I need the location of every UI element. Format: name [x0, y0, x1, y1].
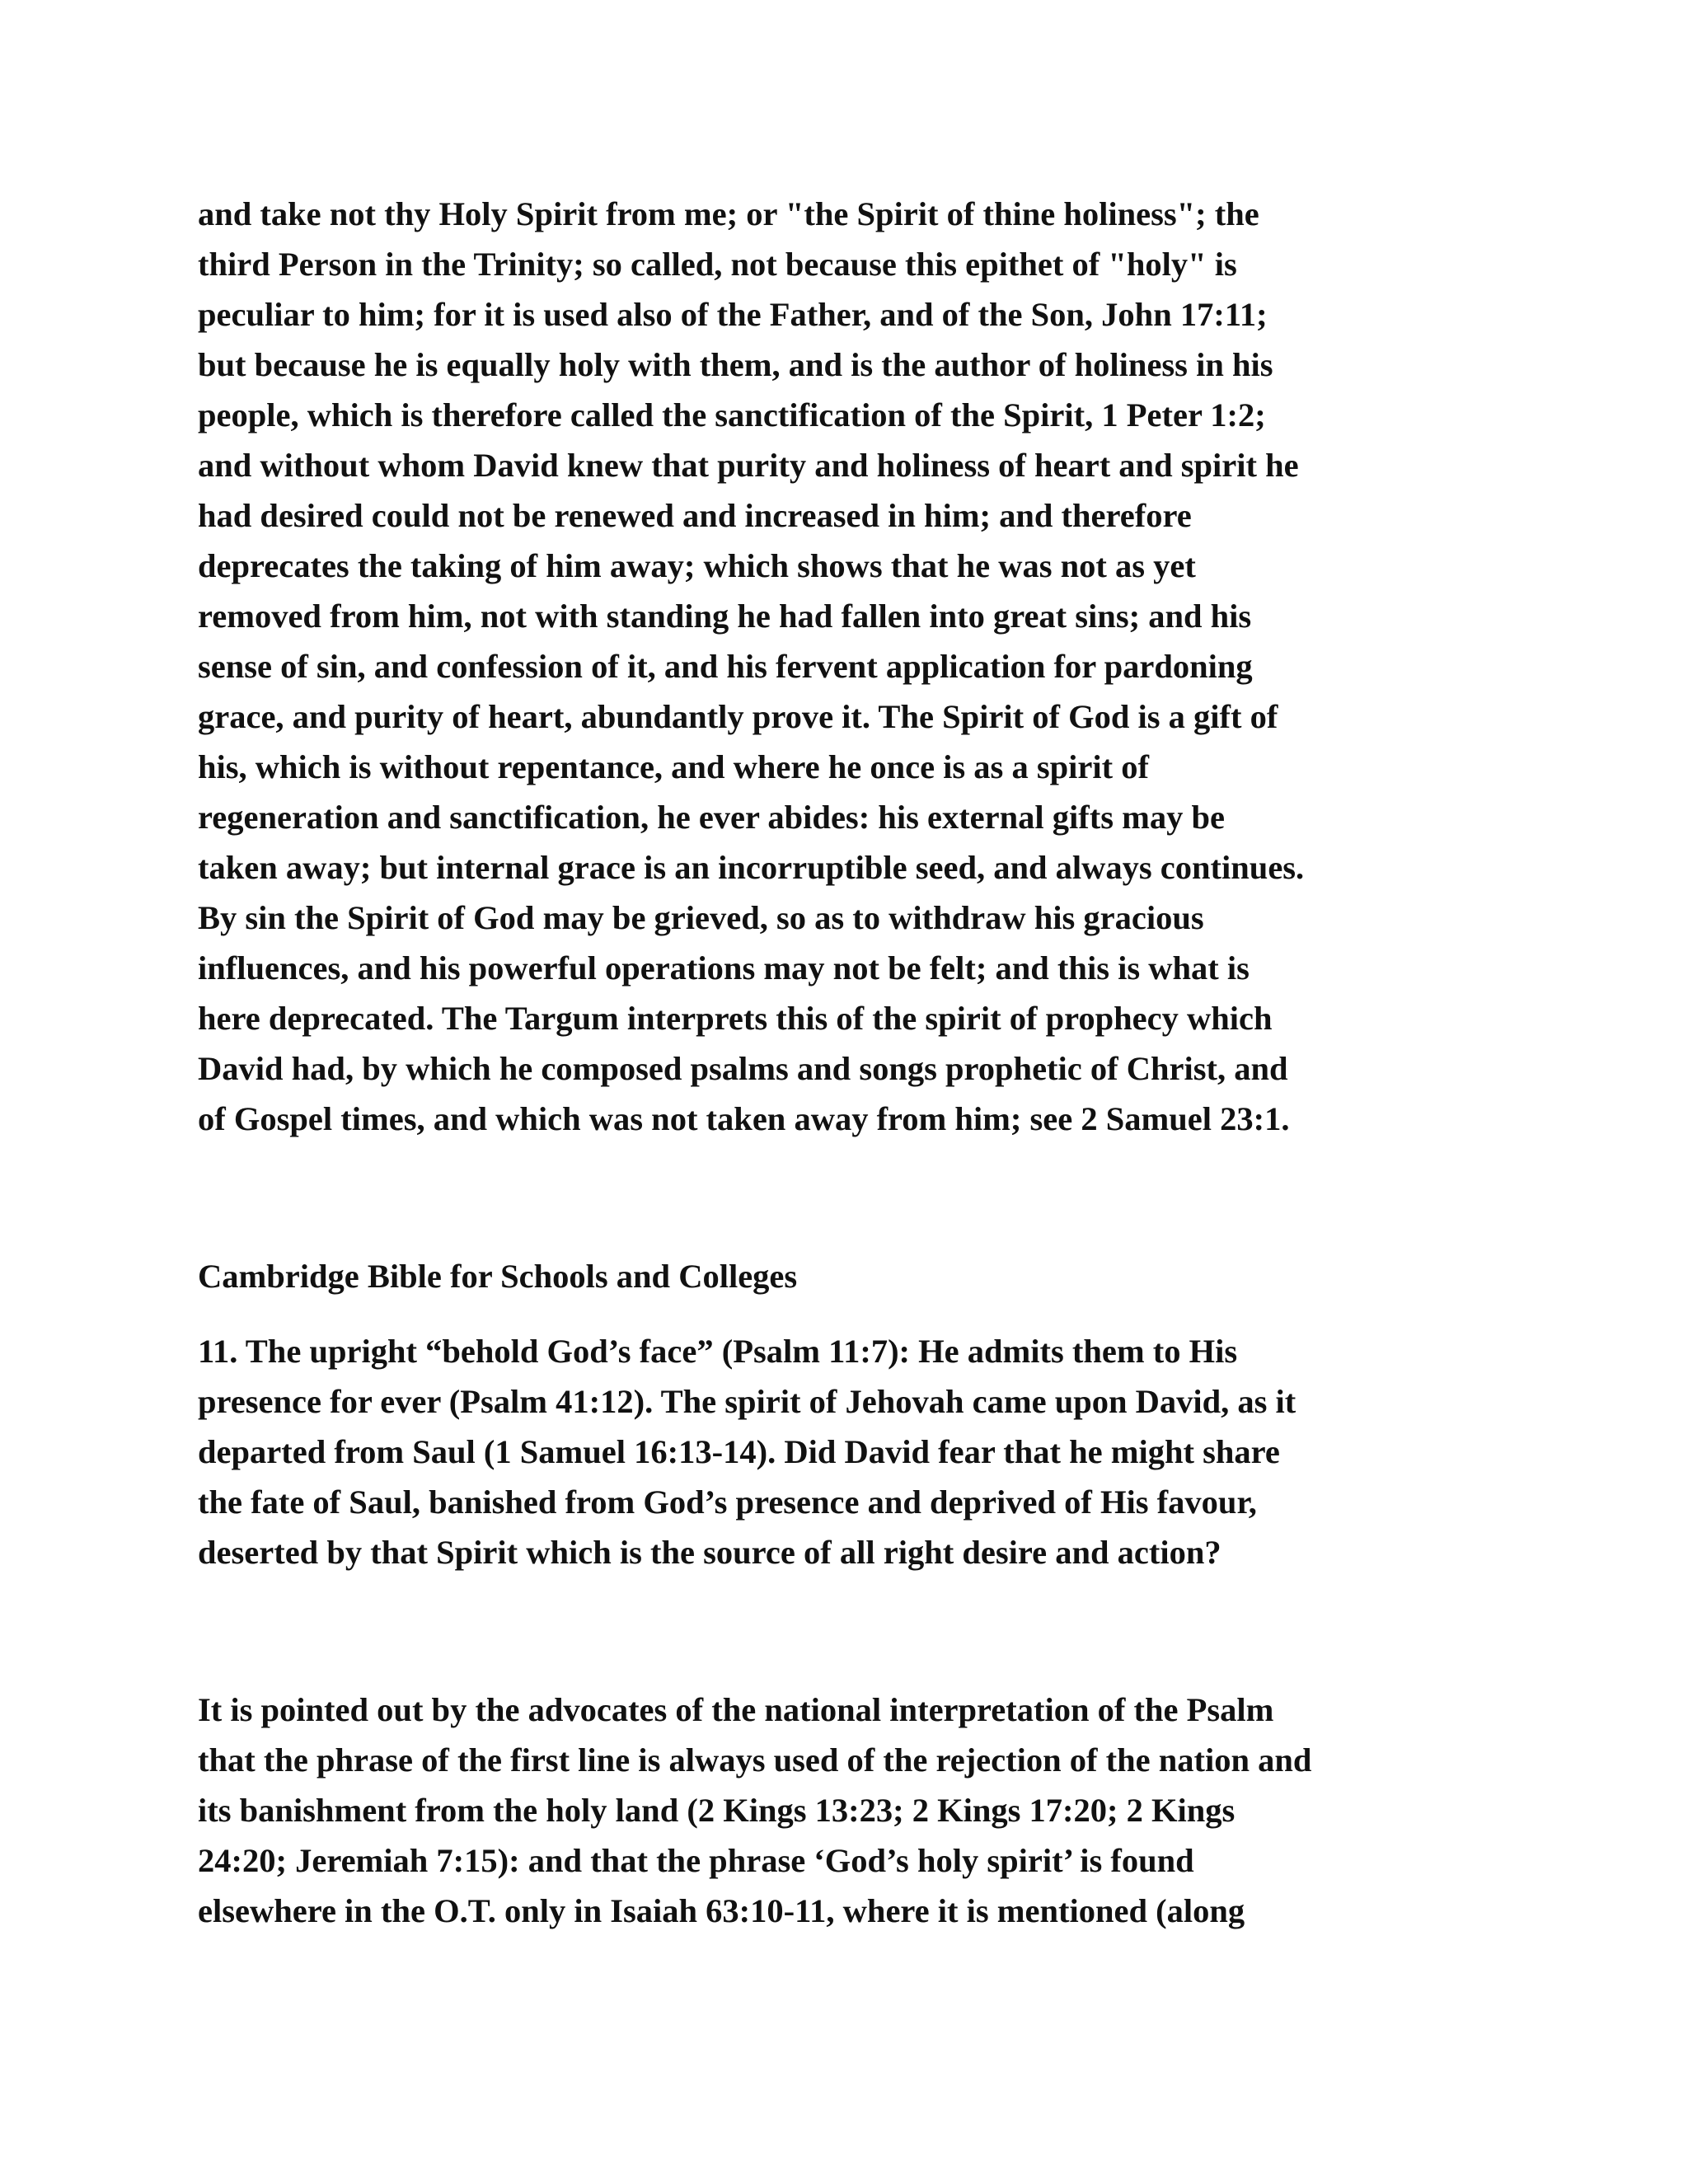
- gill-line-17: here deprecated. The Targum interprets this of the spirit of prophecy which: [198, 1000, 1273, 1037]
- gill-line-3: peculiar to him; for it is used also of the Father, and of the Son, John 17:11;: [198, 296, 1268, 333]
- national-line-4: 24:20; Jeremiah 7:15): and that the phrase ‘God’s holy spirit’ is found: [198, 1842, 1194, 1879]
- gill-line-18: David had, by which he composed psalms and songs prophetic of Christ, and: [198, 1050, 1288, 1087]
- cambridge-line-3: departed from Saul (1 Samuel 16:13-14). Did David fear that he might share: [198, 1433, 1280, 1470]
- cambridge-line-5: deserted by that Spirit which is the source of all right desire and action?: [198, 1534, 1221, 1571]
- national-line-1: It is pointed out by the advocates of the national interpretation of the Psalm: [198, 1691, 1274, 1728]
- gill-line-6: and without whom David knew that purity and holiness of heart and spirit he: [198, 447, 1299, 484]
- cambridge-line-1: 11. The upright “behold God’s face” (Psalm 11:7): He admits them to His: [198, 1333, 1238, 1370]
- gill-line-8: deprecates the taking of him away; which shows that he was not as yet: [198, 547, 1196, 584]
- gill-line-2: third Person in the Trinity; so called, not because this epithet of "holy" is: [198, 246, 1237, 283]
- gill-line-13: regeneration and sanctification, he ever abides: his external gifts may be: [198, 799, 1226, 836]
- national-line-5: elsewhere in the O.T. only in Isaiah 63:10-11, where it is mentioned (along: [198, 1892, 1245, 1929]
- cambridge-heading: Cambridge Bible for Schools and Colleges: [198, 1258, 798, 1295]
- gill-line-12: his, which is without repentance, and where he once is as a spirit of: [198, 748, 1149, 785]
- gill-line-7: had desired could not be renewed and increased in him; and therefore: [198, 497, 1192, 534]
- gill-line-1: and take not thy Holy Spirit from me; or "the Spirit of thine holiness"; the: [198, 195, 1259, 232]
- national-line-3: its banishment from the holy land (2 Kings 13:23; 2 Kings 17:20; 2 Kings: [198, 1792, 1236, 1829]
- gill-line-16: influences, and his powerful operations may not be felt; and this is what is: [198, 949, 1250, 987]
- gill-line-14: taken away; but internal grace is an incorruptible seed, and always continues.: [198, 849, 1305, 886]
- cambridge-line-4: the fate of Saul, banished from God’s presence and deprived of His favour,: [198, 1483, 1257, 1521]
- gill-line-15: By sin the Spirit of God may be grieved, so as to withdraw his gracious: [198, 899, 1204, 936]
- gill-line-5: people, which is therefore called the sanctification of the Spirit, 1 Peter 1:2;: [198, 396, 1266, 434]
- cambridge-line-2: presence for ever (Psalm 41:12). The spirit of Jehovah came upon David, as it: [198, 1383, 1296, 1420]
- national-line-2: that the phrase of the first line is always used of the rejection of the nation and: [198, 1741, 1312, 1779]
- gill-line-19: of Gospel times, and which was not taken away from him; see 2 Samuel 23:1.: [198, 1100, 1290, 1137]
- gill-line-4: but because he is equally holy with them, and is the author of holiness in his: [198, 346, 1273, 383]
- gill-line-9: removed from him, not with standing he had fallen into great sins; and his: [198, 598, 1252, 635]
- gill-line-11: grace, and purity of heart, abundantly prove it. The Spirit of God is a gift of: [198, 698, 1278, 735]
- gill-line-10: sense of sin, and confession of it, and his fervent application for pardoning: [198, 648, 1253, 685]
